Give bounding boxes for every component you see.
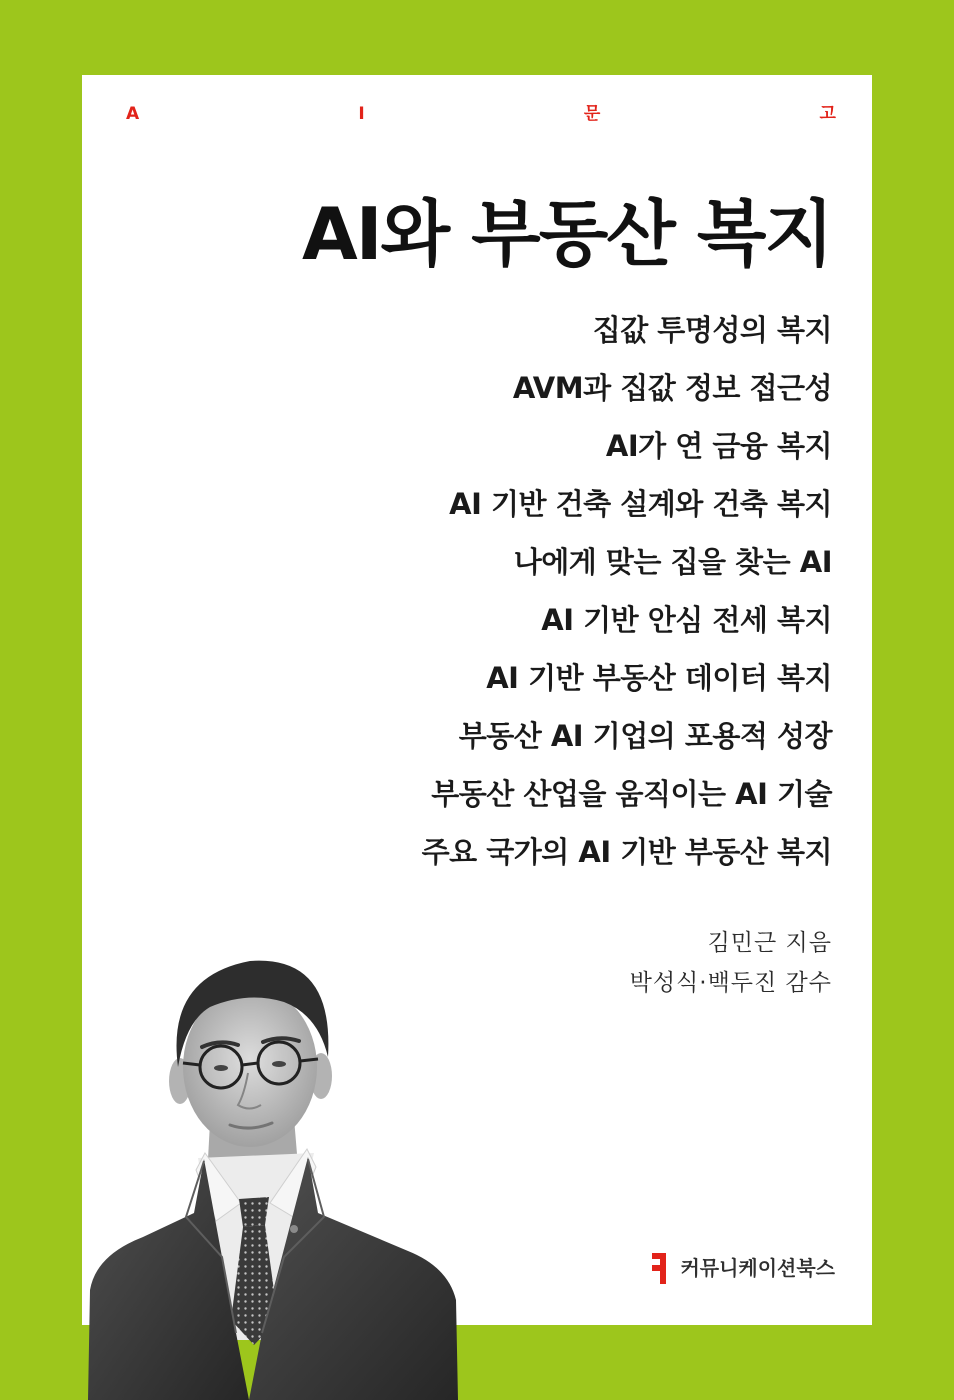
series-letter: I [358,104,365,124]
topic-item: AI 기반 안심 전세 복지 [541,603,832,637]
publisher-logo-icon [652,1253,666,1284]
topic-item: AVM과 집값 정보 접근성 [512,371,832,405]
series-letter: 문 [583,104,601,124]
author-portrait-image [88,955,458,1400]
topic-item: 집값 투명성의 복지 [592,313,832,347]
series-label [126,103,836,125]
publisher-imprint [652,1252,835,1284]
topic-list [422,301,832,881]
topic-item: AI 기반 건축 설계와 건축 복지 [449,487,832,521]
publisher-name: 커뮤니케이션북스 [680,1256,835,1280]
topic-item: 나에게 맞는 집을 찾는 AI [513,545,832,579]
series-letter: 고 [819,104,836,124]
topic-item: 부동산 AI 기업의 포용적 성장 [458,719,832,753]
topic-item: 주요 국가의 AI 기반 부동산 복지 [421,835,832,869]
author-credit: 김민근 지음 [707,930,832,956]
series-letter: A [126,104,140,124]
reviewer-credit: 박성식·백두진 감수 [629,970,832,996]
credits [630,923,832,1003]
topic-item: AI가 연 금융 복지 [605,429,832,463]
topic-item: 부동산 산업을 움직이는 AI 기술 [431,777,832,811]
book-title: AI와 부동산 복지 [302,192,832,276]
topic-item: AI 기반 부동산 데이터 복지 [486,661,832,695]
